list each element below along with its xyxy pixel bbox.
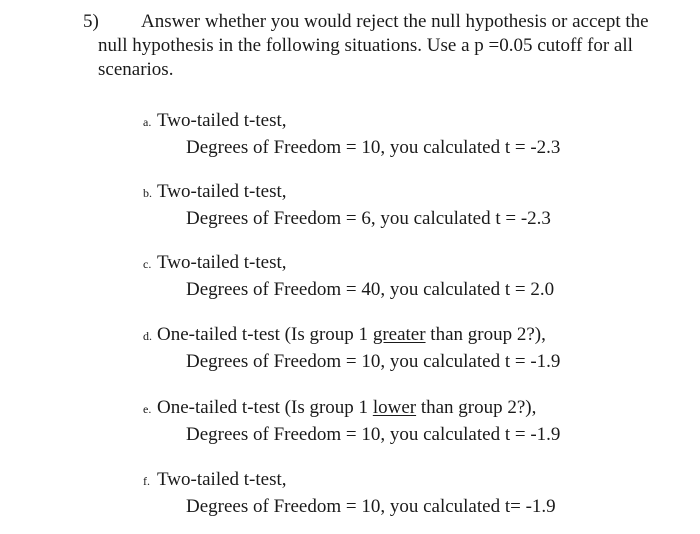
scenario-letter: b. (143, 186, 152, 200)
scenario-test-keyword: lower (372, 397, 417, 418)
scenario-test-post: than group 2?), (425, 324, 546, 345)
scenario-letter: e. (143, 402, 152, 416)
scenario-letter: c. (143, 257, 152, 271)
question-block (83, 10, 658, 82)
scenario-b (143, 179, 663, 231)
scenario-test: Two-tailed t-test, (157, 469, 287, 490)
scenario-letter: d. (143, 329, 152, 343)
scenario-a (143, 108, 663, 160)
scenario-details: Degrees of Freedom = 40, you calculated t = 2.0 (186, 279, 555, 300)
scenario-details: Degrees of Freedom = 10, you calculated t = -1.9 (186, 351, 561, 372)
scenario-test: Two-tailed t-test, (157, 252, 287, 273)
scenario-test-pre: One-tailed t-test (Is group 1 (157, 397, 373, 418)
scenario-e (143, 395, 663, 447)
scenario-details: Degrees of Freedom = 10, you calculated t = -1.9 (186, 424, 561, 445)
scenario-test: Two-tailed t-test, (157, 181, 287, 202)
scenario-details: Degrees of Freedom = 10, you calculated t = -2.3 (186, 137, 561, 158)
scenario-c (143, 250, 663, 302)
scenario-d (143, 322, 663, 374)
scenario-details: Degrees of Freedom = 6, you calculated t = -2.3 (186, 208, 551, 229)
scenario-test-pre: One-tailed t-test (Is group 1 (157, 324, 373, 345)
question-prompt: Answer whether you would reject the null hypothesis or accept the null hypothesis in the following situations. Use a p =0.05 cutoff for all scenarios. (98, 11, 649, 80)
scenario-letter: f. (143, 474, 150, 488)
scenario-test: Two-tailed t-test, (157, 110, 287, 131)
scenario-f (143, 467, 663, 519)
question-number: 5) (83, 11, 99, 32)
scenario-details: Degrees of Freedom = 10, you calculated t= -1.9 (186, 496, 556, 517)
scenario-letter: a. (143, 115, 152, 129)
scenario-test-post: than group 2?), (416, 397, 537, 418)
scenario-test-keyword: greater (372, 324, 426, 345)
